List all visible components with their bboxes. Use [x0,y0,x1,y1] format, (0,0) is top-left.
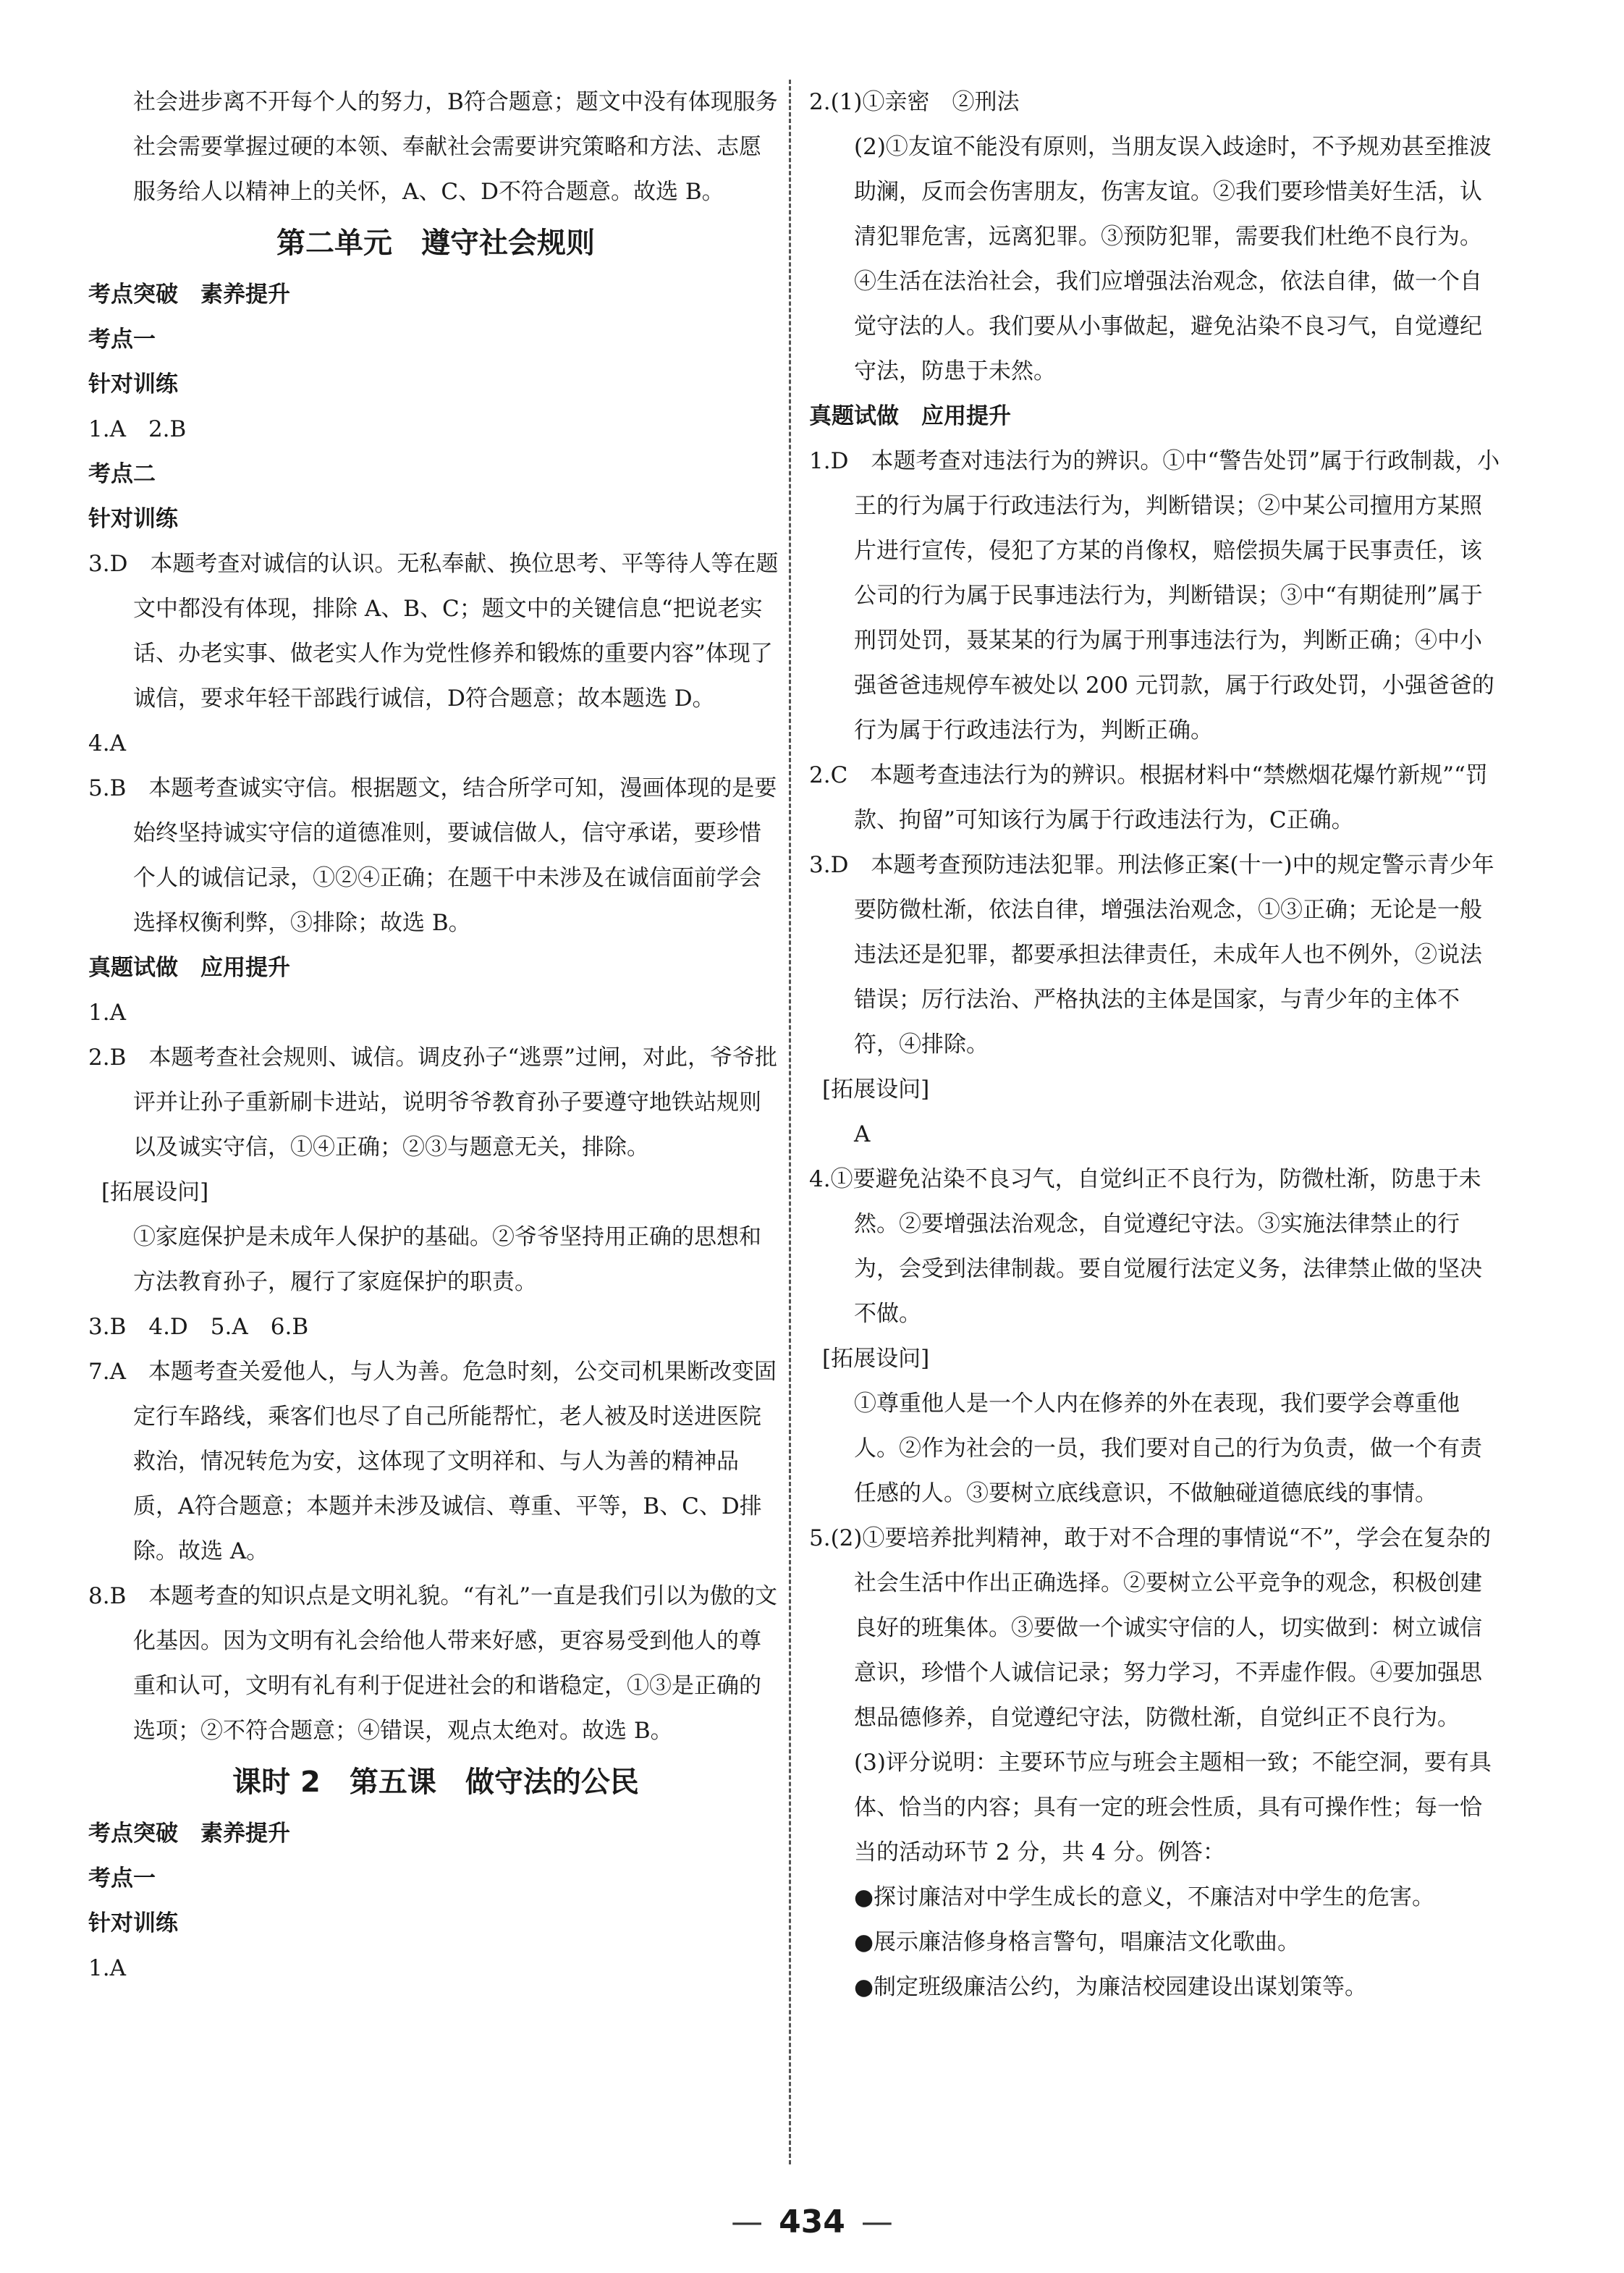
answer-item: 7.A 本题考查关爱他人，与人为善。危急时刻，公交司机果断改变固定行车路线，乘客们也尽了自己所能帮忙，老人被及时送进医院救治，情况转危为安，这体现了文明祥和、与人为善的精神品质，A符合题意；本题并未涉及诚信、尊重、平等，B、C、D排除。故选 A。 [88,1359,777,1564]
section-heading: 考点一 [88,1865,156,1892]
paragraph: ①家庭保护是未成年人保护的基础。②爷爷坚持用正确的思想和方法教育孙子，履行了家庭保护的职责。 [133,1224,761,1295]
answer-line: 3.B 4.D 5.A 6.B [88,1314,309,1340]
extension-tag: [拓展设问] [101,1179,209,1205]
section-heading: 考点突破 素养提升 [88,1821,290,1847]
answer-item: 2.C 本题考查违法行为的辨识。根据材料中“禁燃烟花爆竹新规”“罚款、拘留”可知该行为属于行政违法行为，C正确。 [809,762,1488,833]
paragraph: (2)①友谊不能没有原则，当朋友误入歧途时，不予规劝甚至推波助澜，反而会伤害朋友，伤害友谊。②我们要珍惜美好生活，认清犯罪危害，远离犯罪。③预防犯罪，需要我们杜绝不良行为。④生活在法治社会，我们应增强法治观念，依法自律，做一个自觉守法的人。我们要从小事做起，避免沾染不良习气，自觉遵纪守法，防患于未然。 [854,134,1492,384]
column-divider [789,80,791,2164]
page-number: 434 [779,2204,845,2240]
page-footer [0,2201,1624,2244]
extension-tag: [拓展设问] [822,1076,930,1102]
left-column [88,80,783,1991]
answer-line: 1.A 2.B [88,416,187,442]
paragraph: ●探讨廉洁对中学生成长的意义，不廉洁对中学生的危害。 [854,1884,1435,1910]
answer-line: 1.A [88,1955,126,1981]
paragraph: ●展示廉洁修身格言警句，唱廉洁文化歌曲。 [854,1929,1301,1955]
answer-line: 2.(1)①亲密 ②刑法 [809,89,1020,115]
answer-item: 1.D 本题考查对违法行为的辨识。①中“警告处罚”属于行政制裁，小王的行为属于行政违法行为，判断错误；②中某公司擅用方某照片进行宣传，侵犯了方某的肖像权，赔偿损失属于民事责任，该公司的行为属于民事违法行为，判断错误；③中“有期徒刑”属于刑罚处罚，聂某某的行为属于刑事违法行为，判断正确；④中小强爸爸违规停车被处以 200 元罚款，属于行政处罚，小强爸爸的行为属于行政违法行为，判断正确。 [809,448,1500,743]
paragraph: ●制定班级廉洁公约，为廉洁校园建设出谋划策等。 [854,1974,1368,2000]
answer-item: 5.(2)①要培养批判精神，敢于对不合理的事情说“不”，学会在复杂的社会生活中作出正确选择。②要树立公平竞争的观念，积极创建良好的班集体。③要做一个诚实守信的人，切实做到：树立诚信意识，珍惜个人诚信记录；努力学习，不弄虚作假。④要加强思想品德修养，自觉遵纪守法，防微杜渐，自觉纠正不良行为。 [809,1525,1492,1731]
unit-title: 课时 2 第五课 做守法的公民 [232,1766,639,1799]
answer-item: 4.①要避免沾染不良习气，自觉纠正不良行为，防微杜渐，防患于未然。②要增强法治观念，自觉遵纪守法。③实施法律禁止的行为，会受到法律制裁。要自觉履行法定义务，法律禁止做的坚决不做。 [809,1166,1482,1327]
footer-dash-left: — [731,2204,764,2240]
section-heading: 真题试做 应用提升 [809,403,1011,429]
paragraph: ①尊重他人是一个人内在修养的外在表现，我们要学会尊重他人。②作为社会的一员，我们要对自己的行为负责，做一个有责任感的人。③要树立底线意识，不做触碰道德底线的事情。 [854,1391,1482,1506]
answer-line: 4.A [88,730,126,756]
answer-line: 1.A [88,1000,126,1026]
section-heading: 针对训练 [88,506,178,532]
section-heading: 针对训练 [88,371,178,397]
answer-item: 3.D 本题考查预防违法犯罪。刑法修正案(十一)中的规定警示青少年要防微杜渐，依法自律，增强法治观念，①③正确；无论是一般违法还是犯罪，都要承担法律责任，未成年人也不例外，②说法错误；厉行法治、严格执法的主体是国家，与青少年的主体不符，④排除。 [809,852,1494,1058]
paragraph: 社会进步离不开每个人的努力，B符合题意；题文中没有体现服务社会需要掌握过硬的本领、奉献社会需要讲究策略和方法、志愿服务给人以精神上的关怀，A、C、D不符合题意。故选 B。 [133,89,778,205]
section-heading: 考点一 [88,326,156,353]
paragraph: (3)评分说明：主要环节应与班会主题相一致；不能空洞，要有具体、恰当的内容；具有一定的班会性质，具有可操作性；每一恰当的活动环节 2 分，共 4 分。例答： [854,1750,1492,1865]
section-heading: 针对训练 [88,1910,178,1936]
section-heading: 考点二 [88,461,156,487]
unit-title: 第二单元 遵守社会规则 [276,227,595,260]
footer-dash-right: — [860,2204,893,2240]
answer-item: 2.B 本题考查社会规则、诚信。调皮孙子“逃票”过闸，对此，爷爷批评并让孙子重新刷卡进站，说明爷爷教育孙子要遵守地铁站规则以及诚实守信，①④正确；②③与题意无关，排除。 [88,1045,778,1160]
extension-tag: [拓展设问] [822,1346,930,1372]
section-heading: 真题试做 应用提升 [88,955,290,981]
answer-item: 5.B 本题考查诚实守信。根据题文，结合所学可知，漫画体现的是要始终坚持诚实守信的道德准则，要诚信做人，信守承诺，要珍惜个人的诚信记录，①②④正确；在题干中未涉及在诚信面前学会选择权衡利弊，③排除；故选 B。 [88,775,777,936]
right-column [809,80,1504,2010]
section-heading: 考点突破 素养提升 [88,282,290,308]
paragraph: A [854,1121,871,1147]
answer-item: 8.B 本题考查的知识点是文明礼貌。“有礼”一直是我们引以为傲的文化基因。因为文明有礼会给他人带来好感，更容易受到他人的尊重和认可，文明有礼有利于促进社会的和谐稳定，①③是正确的选项；②不符合题意；④错误，观点太绝对。故选 B。 [88,1583,778,1744]
answer-item: 3.D 本题考查对诚信的认识。无私奉献、换位思考、平等待人等在题文中都没有体现，排除 A、B、C；题文中的关键信息“把说老实话、办老实事、做老实人作为党性修养和锻炼的重要内容”体现了诚信，要求年轻干部践行诚信，D符合题意；故本题选 D。 [88,551,779,712]
